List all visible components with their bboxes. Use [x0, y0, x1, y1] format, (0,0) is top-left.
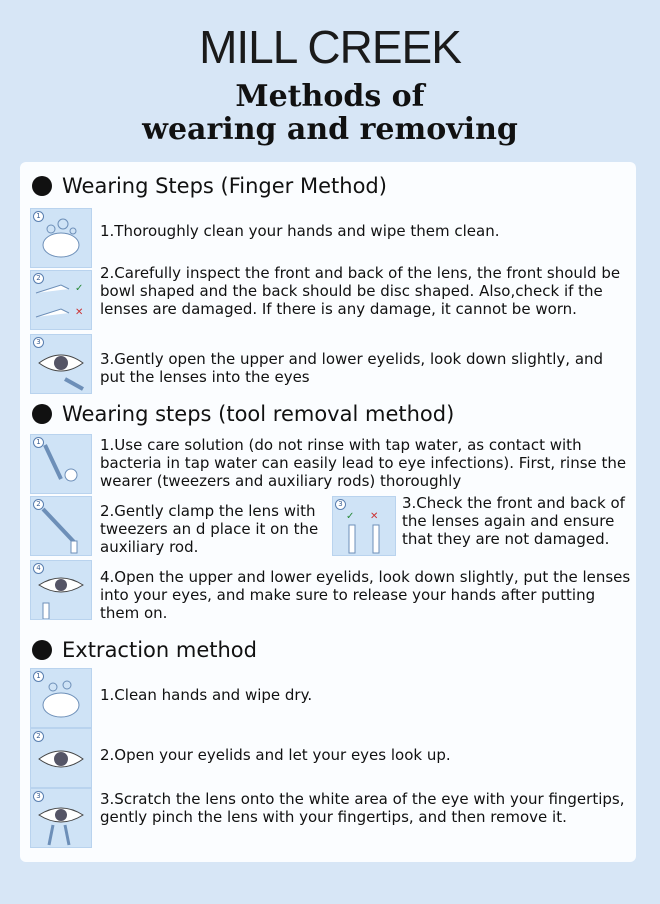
bullet-icon [32, 404, 52, 424]
bullet-icon [32, 176, 52, 196]
step-text: 3.Scratch the lens onto the white area of the eye with your fingertips, gently pinch the lens with your fingertips, and then remove it. [100, 790, 625, 826]
section-title: Wearing Steps (Finger Method) [62, 174, 387, 198]
svg-text:✕: ✕ [75, 307, 84, 318]
step-number: 2 [33, 499, 44, 510]
title-line-1: Methods of [235, 79, 425, 114]
step-number: 1 [33, 211, 44, 222]
instructions-card [20, 162, 636, 862]
hand-washing-illustration [30, 208, 92, 268]
eye-look-up-illustration [30, 728, 92, 788]
lens-removal-illustration [30, 788, 92, 848]
step-number: 3 [33, 337, 44, 348]
lens-inspection-illustration [30, 270, 92, 330]
step-text: 1.Clean hands and wipe dry. [100, 686, 313, 704]
page-title [0, 80, 660, 146]
step-number: 2 [33, 273, 44, 284]
title-line-2: wearing and removing [142, 112, 518, 147]
section-heading-finger-method [32, 174, 387, 198]
step-number: 3 [33, 791, 44, 802]
step-text: 3.Gently open the upper and lower eyelids, look down slightly, and put the lenses into the eyes [100, 350, 604, 386]
tool-insertion-illustration [30, 560, 92, 620]
section-title: Extraction method [62, 638, 257, 662]
step-text: 3.Check the front and back of the lenses again and ensure that they are not damaged. [402, 494, 625, 548]
step-number: 4 [33, 563, 44, 574]
bullet-icon [32, 640, 52, 660]
section-heading-tool-method [32, 402, 454, 426]
svg-text:✕: ✕ [370, 511, 379, 522]
step-text: 2.Gently clamp the lens with tweezers an d place it on the auxiliary rod. [100, 502, 319, 556]
tweezers-illustration [30, 496, 92, 556]
step-text: 1.Use care solution (do not rinse with tap water, as contact with bacteria in tap water can easily lead to eye infections). First, rinse the wearer (tweezers and auxiliary rods) thoroughly [100, 436, 627, 490]
step-number: 1 [33, 437, 44, 448]
step-text: 4.Open the upper and lower eyelids, look down slightly, put the lenses into your eyes, and make sure to release your hands after putting them on. [100, 568, 631, 622]
section-heading-extraction [32, 638, 257, 662]
care-solution-illustration [30, 434, 92, 494]
brand-logo: MILL CREEK [199, 21, 461, 73]
hand-drying-illustration [30, 668, 92, 728]
step-number: 3 [335, 499, 346, 510]
eye-insertion-illustration [30, 334, 92, 394]
step-text: 2.Open your eyelids and let your eyes look up. [100, 746, 451, 764]
step-text: 2.Carefully inspect the front and back of the lens, the front should be bowl shaped and the back should be disc shaped. Also,check if the lenses are damaged. If there is any damage, it cannot be worn. [100, 264, 621, 318]
step-number: 2 [33, 731, 44, 742]
svg-text:✓: ✓ [346, 511, 355, 522]
section-title: Wearing steps (tool removal method) [62, 402, 455, 426]
svg-text:✓: ✓ [75, 283, 84, 294]
lens-check-illustration [332, 496, 396, 556]
step-number: 1 [33, 671, 44, 682]
step-text: 1.Thoroughly clean your hands and wipe them clean. [100, 222, 500, 240]
